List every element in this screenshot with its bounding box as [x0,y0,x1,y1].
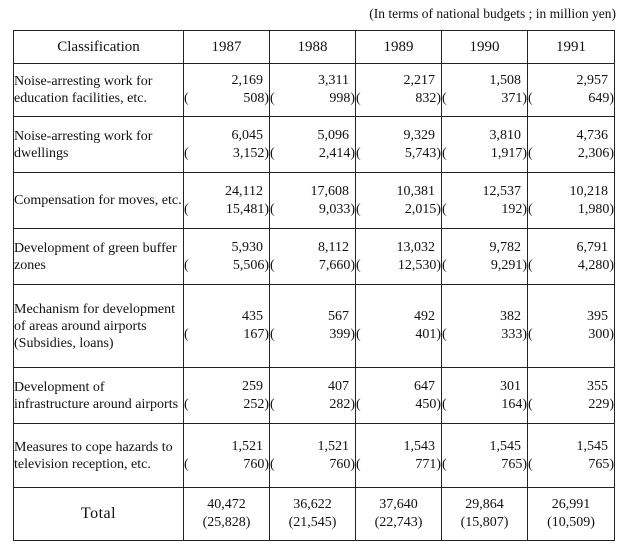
sub-value-number: 7,660 [318,257,351,273]
sub-value-number: 832 [415,91,437,106]
close-paren: ) [264,456,269,472]
close-paren: ) [436,396,441,412]
open-paren: ( [184,201,189,217]
total-cell [528,488,615,541]
close-paren: ) [609,257,614,273]
column-header-year: 1987 [184,31,270,64]
sub-value-number: 2,015 [404,201,437,217]
main-value: 1,521 [231,438,263,454]
value-cell [442,229,528,285]
value-cell [184,64,270,117]
total-cell [442,488,528,541]
close-paren: ) [609,456,614,472]
open-paren: ( [270,327,275,342]
sub-value [442,456,527,474]
main-value: 2,217 [403,73,435,88]
total-main-value: 40,472 [207,497,246,512]
sub-value [184,326,269,344]
sub-value [528,326,614,344]
sub-value-number: 300 [588,327,610,342]
sub-value [442,90,527,108]
value-cell [184,424,270,488]
classification-label: Compensation for moves, etc. [14,173,184,229]
classification-label: Noise-arresting work for dwellings [14,117,184,173]
classification-label: Development of green buffer zones [14,229,184,285]
sub-value-number: 1,980 [577,201,610,217]
open-paren: ( [184,327,189,342]
open-paren: ( [356,396,361,412]
sub-value-number: 229 [588,396,610,412]
column-header-year: 1989 [356,31,442,64]
main-value: 4,736 [576,127,608,143]
header-row [14,31,615,64]
sub-value [528,145,614,163]
value-cell [270,173,356,229]
sub-value [528,456,614,474]
table-row [14,64,615,117]
close-paren: ) [350,145,355,161]
column-header-year: 1991 [528,31,615,64]
main-value: 259 [242,378,263,394]
sub-value [528,201,614,219]
main-value: 10,381 [396,183,435,199]
main-value: 1,545 [576,438,608,454]
open-paren: ( [442,456,447,472]
sub-value [528,90,614,108]
unit-note: (In terms of national budgets ; in million yen) [369,6,616,21]
value-cell [356,285,442,368]
main-value: 24,112 [225,183,263,199]
close-paren: ) [522,145,527,161]
sub-value [270,201,355,219]
sub-value [528,396,614,414]
sub-value-number: 333 [501,327,523,342]
value-cell [184,368,270,424]
sub-value-number: 12,530 [397,257,437,273]
total-main-value: 26,991 [551,497,591,512]
value-cell [442,173,528,229]
main-value: 13,032 [396,239,435,255]
sub-value-number: 5,743 [404,145,437,161]
sub-value-number: 15,481 [225,201,265,217]
value-cell [442,285,528,368]
sub-value-number: 3,152 [232,145,265,161]
main-value: 5,930 [231,239,263,255]
sub-value [270,90,355,108]
open-paren: ( [184,396,189,412]
classification-label: Noise-arresting work for education facilities, etc. [14,64,184,117]
sub-value [184,201,269,219]
open-paren: ( [184,257,189,273]
total-cell [270,488,356,541]
main-value: 9,329 [403,127,435,143]
close-paren: ) [350,201,355,217]
value-cell [356,229,442,285]
main-value: 6,045 [231,127,263,143]
sub-value-number: 765 [588,456,610,472]
open-paren: ( [528,396,533,412]
open-paren: ( [270,396,275,412]
value-cell [270,229,356,285]
close-paren: ) [436,257,441,273]
close-paren: ) [522,201,527,217]
sub-value-number: 2,306 [577,145,610,161]
value-cell [270,368,356,424]
open-paren: ( [442,257,447,273]
sub-value-number: 401 [415,327,437,342]
open-paren: ( [528,456,533,472]
main-value: 12,537 [482,183,521,199]
close-paren: ) [609,91,614,106]
classification-label: Mechanism for development of areas around airports (Subsidies, loans) [14,285,184,368]
total-label: Total [14,488,184,541]
close-paren: ) [264,257,269,273]
value-cell [442,64,528,117]
value-cell [356,64,442,117]
open-paren: ( [270,257,275,273]
value-cell [270,64,356,117]
table-row [14,229,615,285]
main-value: 435 [242,309,263,324]
value-cell [442,368,528,424]
value-cell [442,424,528,488]
value-cell [528,424,615,488]
sub-value [356,145,441,163]
main-value: 492 [414,309,435,324]
column-header-classification: Classification [14,31,184,64]
main-value: 10,218 [569,183,608,199]
sub-value-number: 4,280 [577,257,610,273]
value-cell [184,117,270,173]
main-value: 1,545 [489,438,521,454]
sub-value [442,257,527,275]
open-paren: ( [356,91,361,106]
open-paren: ( [442,201,447,217]
total-sub-value: (22,743) [374,515,423,530]
close-paren: ) [350,456,355,472]
total-sub-value: (21,545) [288,515,337,530]
open-paren: ( [356,327,361,342]
value-cell [442,117,528,173]
close-paren: ) [609,396,614,412]
sub-value-number: 9,291 [490,257,523,273]
open-paren: ( [184,145,189,161]
close-paren: ) [264,201,269,217]
table-row [14,173,615,229]
value-cell [528,173,615,229]
main-value: 567 [328,309,349,324]
main-value: 382 [500,309,521,324]
total-cell [356,488,442,541]
close-paren: ) [350,327,355,342]
open-paren: ( [528,327,533,342]
value-cell [528,229,615,285]
sub-value-number: 192 [501,201,523,217]
open-paren: ( [442,396,447,412]
table-body [14,64,615,488]
sub-value-number: 508 [243,91,265,106]
total-cell [184,488,270,541]
sub-value-number: 399 [329,327,351,342]
sub-value-number: 167 [243,327,265,342]
close-paren: ) [436,327,441,342]
sub-value [528,257,614,275]
sub-value-number: 282 [329,396,351,412]
open-paren: ( [356,456,361,472]
sub-value [356,456,441,474]
sub-value [270,257,355,275]
value-cell [270,424,356,488]
sub-value-number: 765 [501,456,523,472]
value-cell [356,424,442,488]
close-paren: ) [264,396,269,412]
sub-value [356,201,441,219]
value-cell [356,117,442,173]
close-paren: ) [609,327,614,342]
table-row [14,424,615,488]
open-paren: ( [356,201,361,217]
value-cell [528,64,615,117]
close-paren: ) [264,145,269,161]
value-cell [528,117,615,173]
sub-value-number: 771 [415,456,437,472]
open-paren: ( [270,145,275,161]
close-paren: ) [264,327,269,342]
sub-value-number: 371 [501,91,523,106]
close-paren: ) [522,456,527,472]
close-paren: ) [436,201,441,217]
sub-value [184,456,269,474]
sub-value [184,396,269,414]
sub-value [184,257,269,275]
close-paren: ) [609,201,614,217]
budget-table [13,30,615,541]
open-paren: ( [270,456,275,472]
sub-value-number: 9,033 [318,201,351,217]
sub-value [270,145,355,163]
close-paren: ) [436,145,441,161]
column-header-year: 1988 [270,31,356,64]
close-paren: ) [522,396,527,412]
main-value: 2,957 [576,73,608,88]
close-paren: ) [350,257,355,273]
open-paren: ( [442,327,447,342]
main-value: 407 [328,378,349,394]
column-header-year: 1990 [442,31,528,64]
main-value: 9,782 [489,239,521,255]
sub-value-number: 2,414 [318,145,351,161]
close-paren: ) [609,145,614,161]
main-value: 1,543 [403,438,435,454]
close-paren: ) [522,257,527,273]
sub-value [442,145,527,163]
sub-value [356,257,441,275]
total-sub-value: (25,828) [202,515,251,530]
sub-value [356,90,441,108]
sub-value-number: 760 [329,456,351,472]
sub-value [270,396,355,414]
main-value: 3,311 [318,73,349,88]
main-value: 355 [587,378,608,394]
value-cell [356,173,442,229]
main-value: 647 [414,378,435,394]
value-cell [184,229,270,285]
main-value: 8,112 [318,239,349,255]
classification-label: Development of infrastructure around airports [14,368,184,424]
value-cell [528,285,615,368]
main-value: 2,169 [231,73,263,88]
value-cell [270,117,356,173]
close-paren: ) [436,456,441,472]
total-main-value: 29,864 [465,497,504,512]
value-cell [184,285,270,368]
main-value: 301 [500,378,521,394]
sub-value [442,396,527,414]
sub-value [442,201,527,219]
main-value: 6,791 [576,239,608,255]
sub-value [270,326,355,344]
open-paren: ( [270,91,275,106]
open-paren: ( [528,91,533,106]
sub-value-number: 5,506 [232,257,265,273]
sub-value [356,326,441,344]
main-value: 1,521 [317,438,349,454]
open-paren: ( [528,257,533,273]
sub-value-number: 164 [501,396,523,412]
sub-value-number: 760 [243,456,265,472]
open-paren: ( [184,456,189,472]
open-paren: ( [270,201,275,217]
table-row [14,285,615,368]
total-row [14,488,615,541]
sub-value [184,145,269,163]
total-sub-value: (15,807) [460,515,509,530]
open-paren: ( [442,91,447,106]
sub-value-number: 649 [588,91,610,106]
value-cell [528,368,615,424]
close-paren: ) [522,327,527,342]
open-paren: ( [442,145,447,161]
sub-value [442,326,527,344]
sub-value-number: 252 [243,396,265,412]
value-cell [184,173,270,229]
total-main-value: 36,622 [293,497,332,512]
close-paren: ) [264,91,269,106]
open-paren: ( [528,145,533,161]
table-row [14,117,615,173]
value-cell [270,285,356,368]
sub-value-number: 450 [415,396,437,412]
sub-value [356,396,441,414]
main-value: 5,096 [317,127,349,143]
open-paren: ( [528,201,533,217]
main-value: 1,508 [489,73,521,88]
open-paren: ( [184,91,189,106]
value-cell [356,368,442,424]
total-main-value: 37,640 [379,497,418,512]
sub-value-number: 998 [329,91,351,106]
close-paren: ) [350,91,355,106]
close-paren: ) [350,396,355,412]
main-value: 3,810 [489,127,521,143]
open-paren: ( [356,257,361,273]
sub-value-number: 1,917 [490,145,523,161]
sub-value [184,90,269,108]
classification-label: Measures to cope hazards to television reception, etc. [14,424,184,488]
close-paren: ) [436,91,441,106]
sub-value [270,456,355,474]
close-paren: ) [522,91,527,106]
main-value: 395 [587,309,608,324]
table-row [14,368,615,424]
main-value: 17,608 [310,183,349,199]
open-paren: ( [356,145,361,161]
total-sub-value: (10,509) [547,515,595,530]
